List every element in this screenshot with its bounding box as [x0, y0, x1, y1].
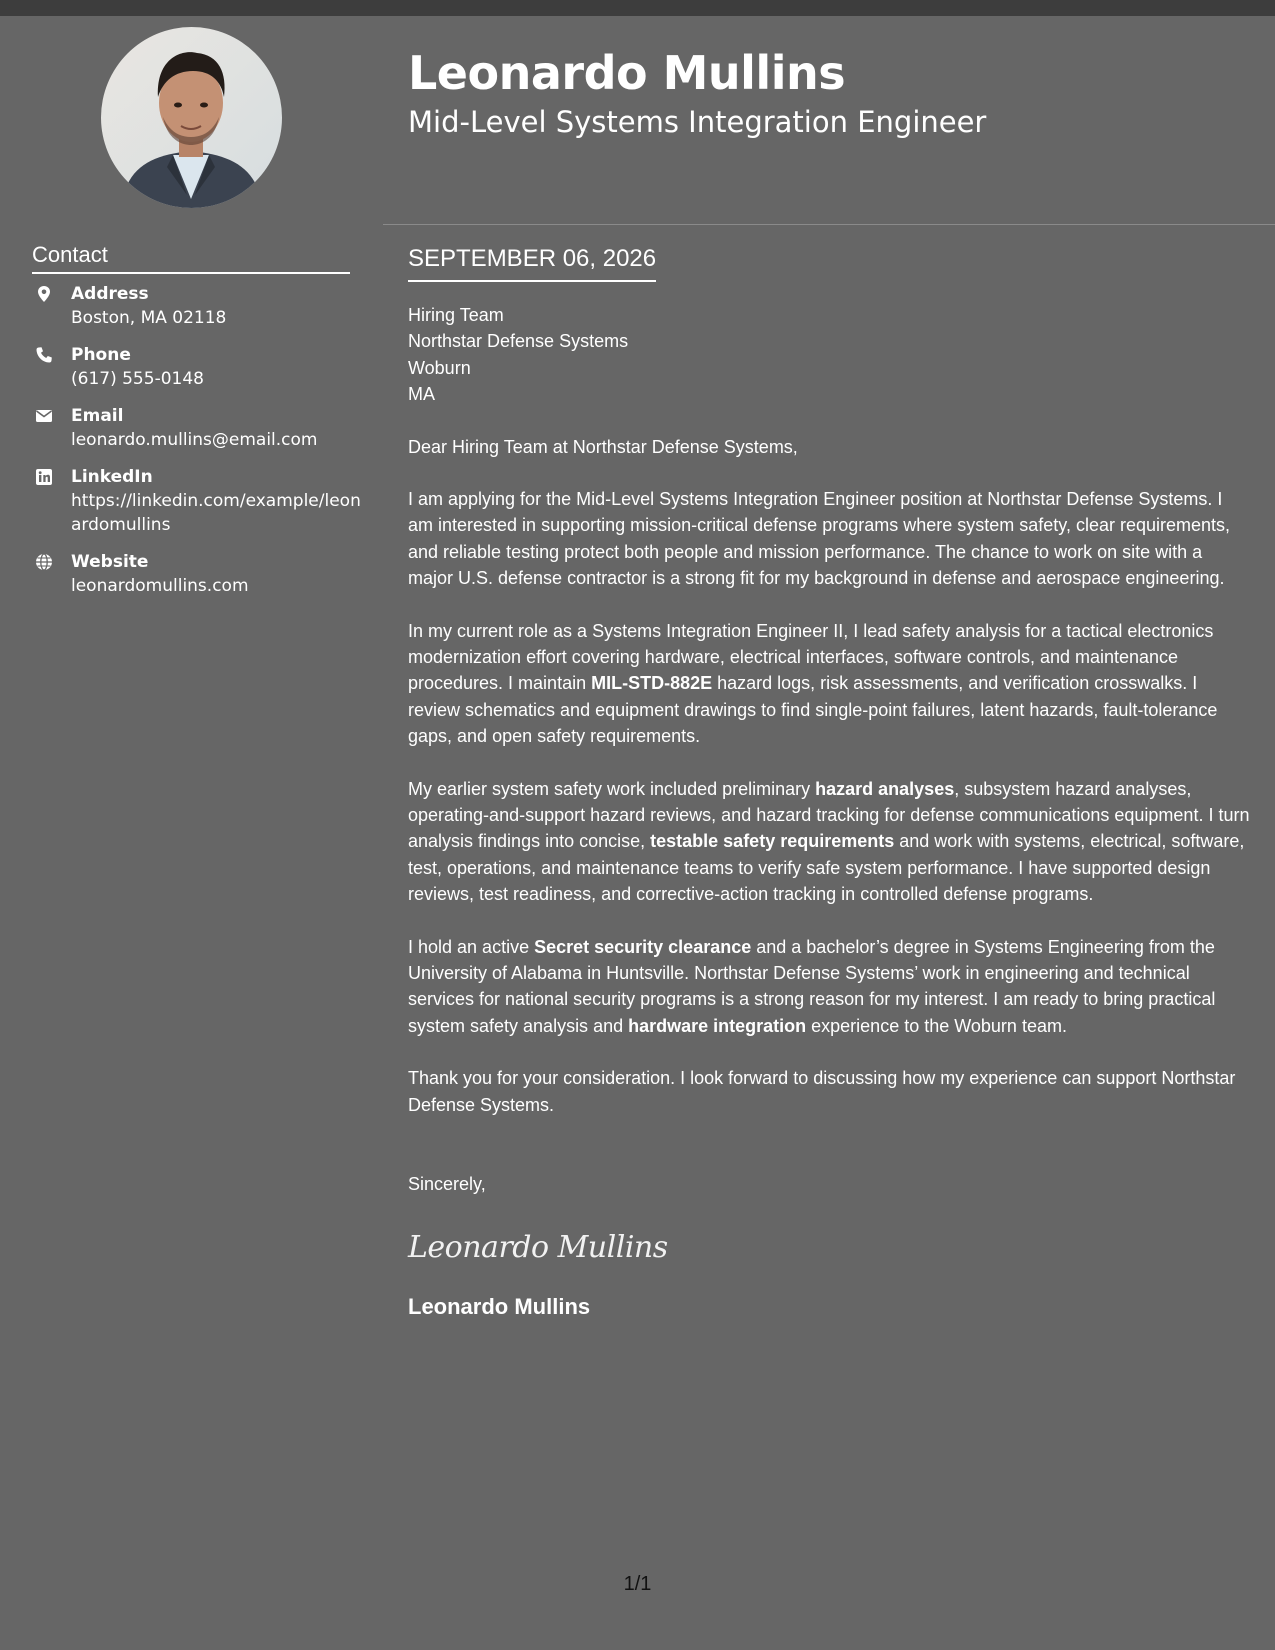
- globe-icon: [35, 553, 53, 571]
- text-run: and work with systems, electrical, software, test, operations, and maintenance teams to verify safe system performance. I have supported design reviews, test readiness, and corrective-action tracking in controlled defense programs.: [408, 831, 1245, 905]
- text-run: I am applying for the Mid-Level Systems Integration Engineer position at Northstar Defense Systems. I am interested in supporting mission-critical defense programs where system safety, clear requirements, and reliable testing protect both people and mission performance. The chance to work on site with a major U.S. defense contractor is a strong fit for my background in defense and aerospace engineering.: [408, 488, 1231, 589]
- contact-label: Email: [71, 406, 124, 426]
- recipient-line: MA: [408, 384, 435, 405]
- phone-icon: [35, 346, 53, 364]
- page-number: 1/1: [623, 1573, 652, 1595]
- contact-email: [32, 404, 362, 452]
- job-title: Mid-Level Systems Integration Engineer: [408, 105, 987, 139]
- contact-address: [32, 282, 362, 330]
- salutation: Dear Hiring Team at Northstar Defense Systems,: [408, 436, 798, 457]
- contact-value: Boston, MA 02118: [71, 308, 227, 328]
- profile-photo: [101, 27, 282, 208]
- signature-name: Leonardo Mullins: [408, 1293, 591, 1319]
- contact-value: leonardomullins.com: [71, 576, 249, 596]
- paragraph: [408, 1065, 1252, 1118]
- text-run: , subsystem hazard analyses, operating-and-support hazard reviews, and hazard tracking for defense communications equipment. I turn analysis findings into concise,: [408, 778, 1250, 852]
- contact-list: [32, 282, 362, 611]
- text-run: hazard logs, risk assessments, and verification crosswalks. I review schematics and equipment drawings to find single-point failures, latent hazards, fault-tolerance gaps, and open safety requirements.: [408, 673, 1218, 747]
- text-run: Thank you for your consideration. I look forward to discussing how my experience can support Northstar Defense Systems.: [408, 1068, 1236, 1115]
- paragraph: [408, 486, 1252, 592]
- contact-website: [32, 550, 362, 598]
- contact-label: Website: [71, 552, 149, 572]
- envelope-icon: [35, 407, 53, 425]
- map-pin-icon: [35, 285, 53, 303]
- text-run: experience to the Woburn team.: [806, 1015, 1067, 1036]
- header-divider: [383, 224, 1275, 225]
- contact-value: leonardo.mullins@email.com: [71, 430, 318, 450]
- candidate-name: Leonardo Mullins: [408, 46, 846, 100]
- text-run: In my current role as a Systems Integration Engineer II, I lead safety analysis for a tactical electronics modernization effort covering hardware, electrical interfaces, software controls, and maintenance procedures. I maintain: [408, 620, 1214, 694]
- emphasis: testable safety requirements: [650, 831, 895, 852]
- contact-label: Address: [71, 284, 149, 304]
- contact-linkedin: [32, 465, 362, 537]
- paragraph: [408, 618, 1252, 750]
- paragraph: [408, 934, 1252, 1040]
- emphasis: Secret security clearance: [534, 936, 752, 957]
- letter-date: SEPTEMBER 06, 2026: [408, 242, 656, 282]
- contact-phone: [32, 343, 362, 391]
- recipient-line: Hiring Team: [408, 305, 504, 325]
- closing: Sincerely,: [408, 1174, 486, 1195]
- emphasis: hardware integration: [628, 1015, 807, 1036]
- contact-label: Phone: [71, 345, 131, 365]
- letter-body: [408, 302, 1252, 1322]
- linkedin-icon: [35, 468, 53, 486]
- text-run: I hold an active: [408, 936, 535, 957]
- text-run: My earlier system safety work included preliminary: [408, 778, 816, 799]
- emphasis: hazard analyses: [815, 778, 955, 799]
- contact-value: (617) 555-0148: [71, 369, 204, 389]
- recipient-line: Northstar Defense Systems: [408, 331, 629, 352]
- paragraph: [408, 776, 1252, 908]
- signature-script: Leonardo Mullins: [408, 1229, 668, 1265]
- contact-label: LinkedIn: [71, 467, 153, 487]
- contact-heading: Contact: [32, 240, 350, 274]
- top-bar: [0, 0, 1275, 16]
- recipient-line: Woburn: [408, 357, 471, 378]
- contact-value: https://linkedin.com/example/leonardomullins: [71, 491, 361, 535]
- text-run: and a bachelor’s degree in Systems Engineering from the University of Alabama in Huntsville. Northstar Defense Systems’ work in engineering and technical services for national security programs is a strong reason for my interest. I am ready to bring practical system safety analysis and: [408, 936, 1216, 1036]
- recipient-block: [408, 302, 1252, 408]
- emphasis: MIL-STD-882E: [591, 673, 713, 694]
